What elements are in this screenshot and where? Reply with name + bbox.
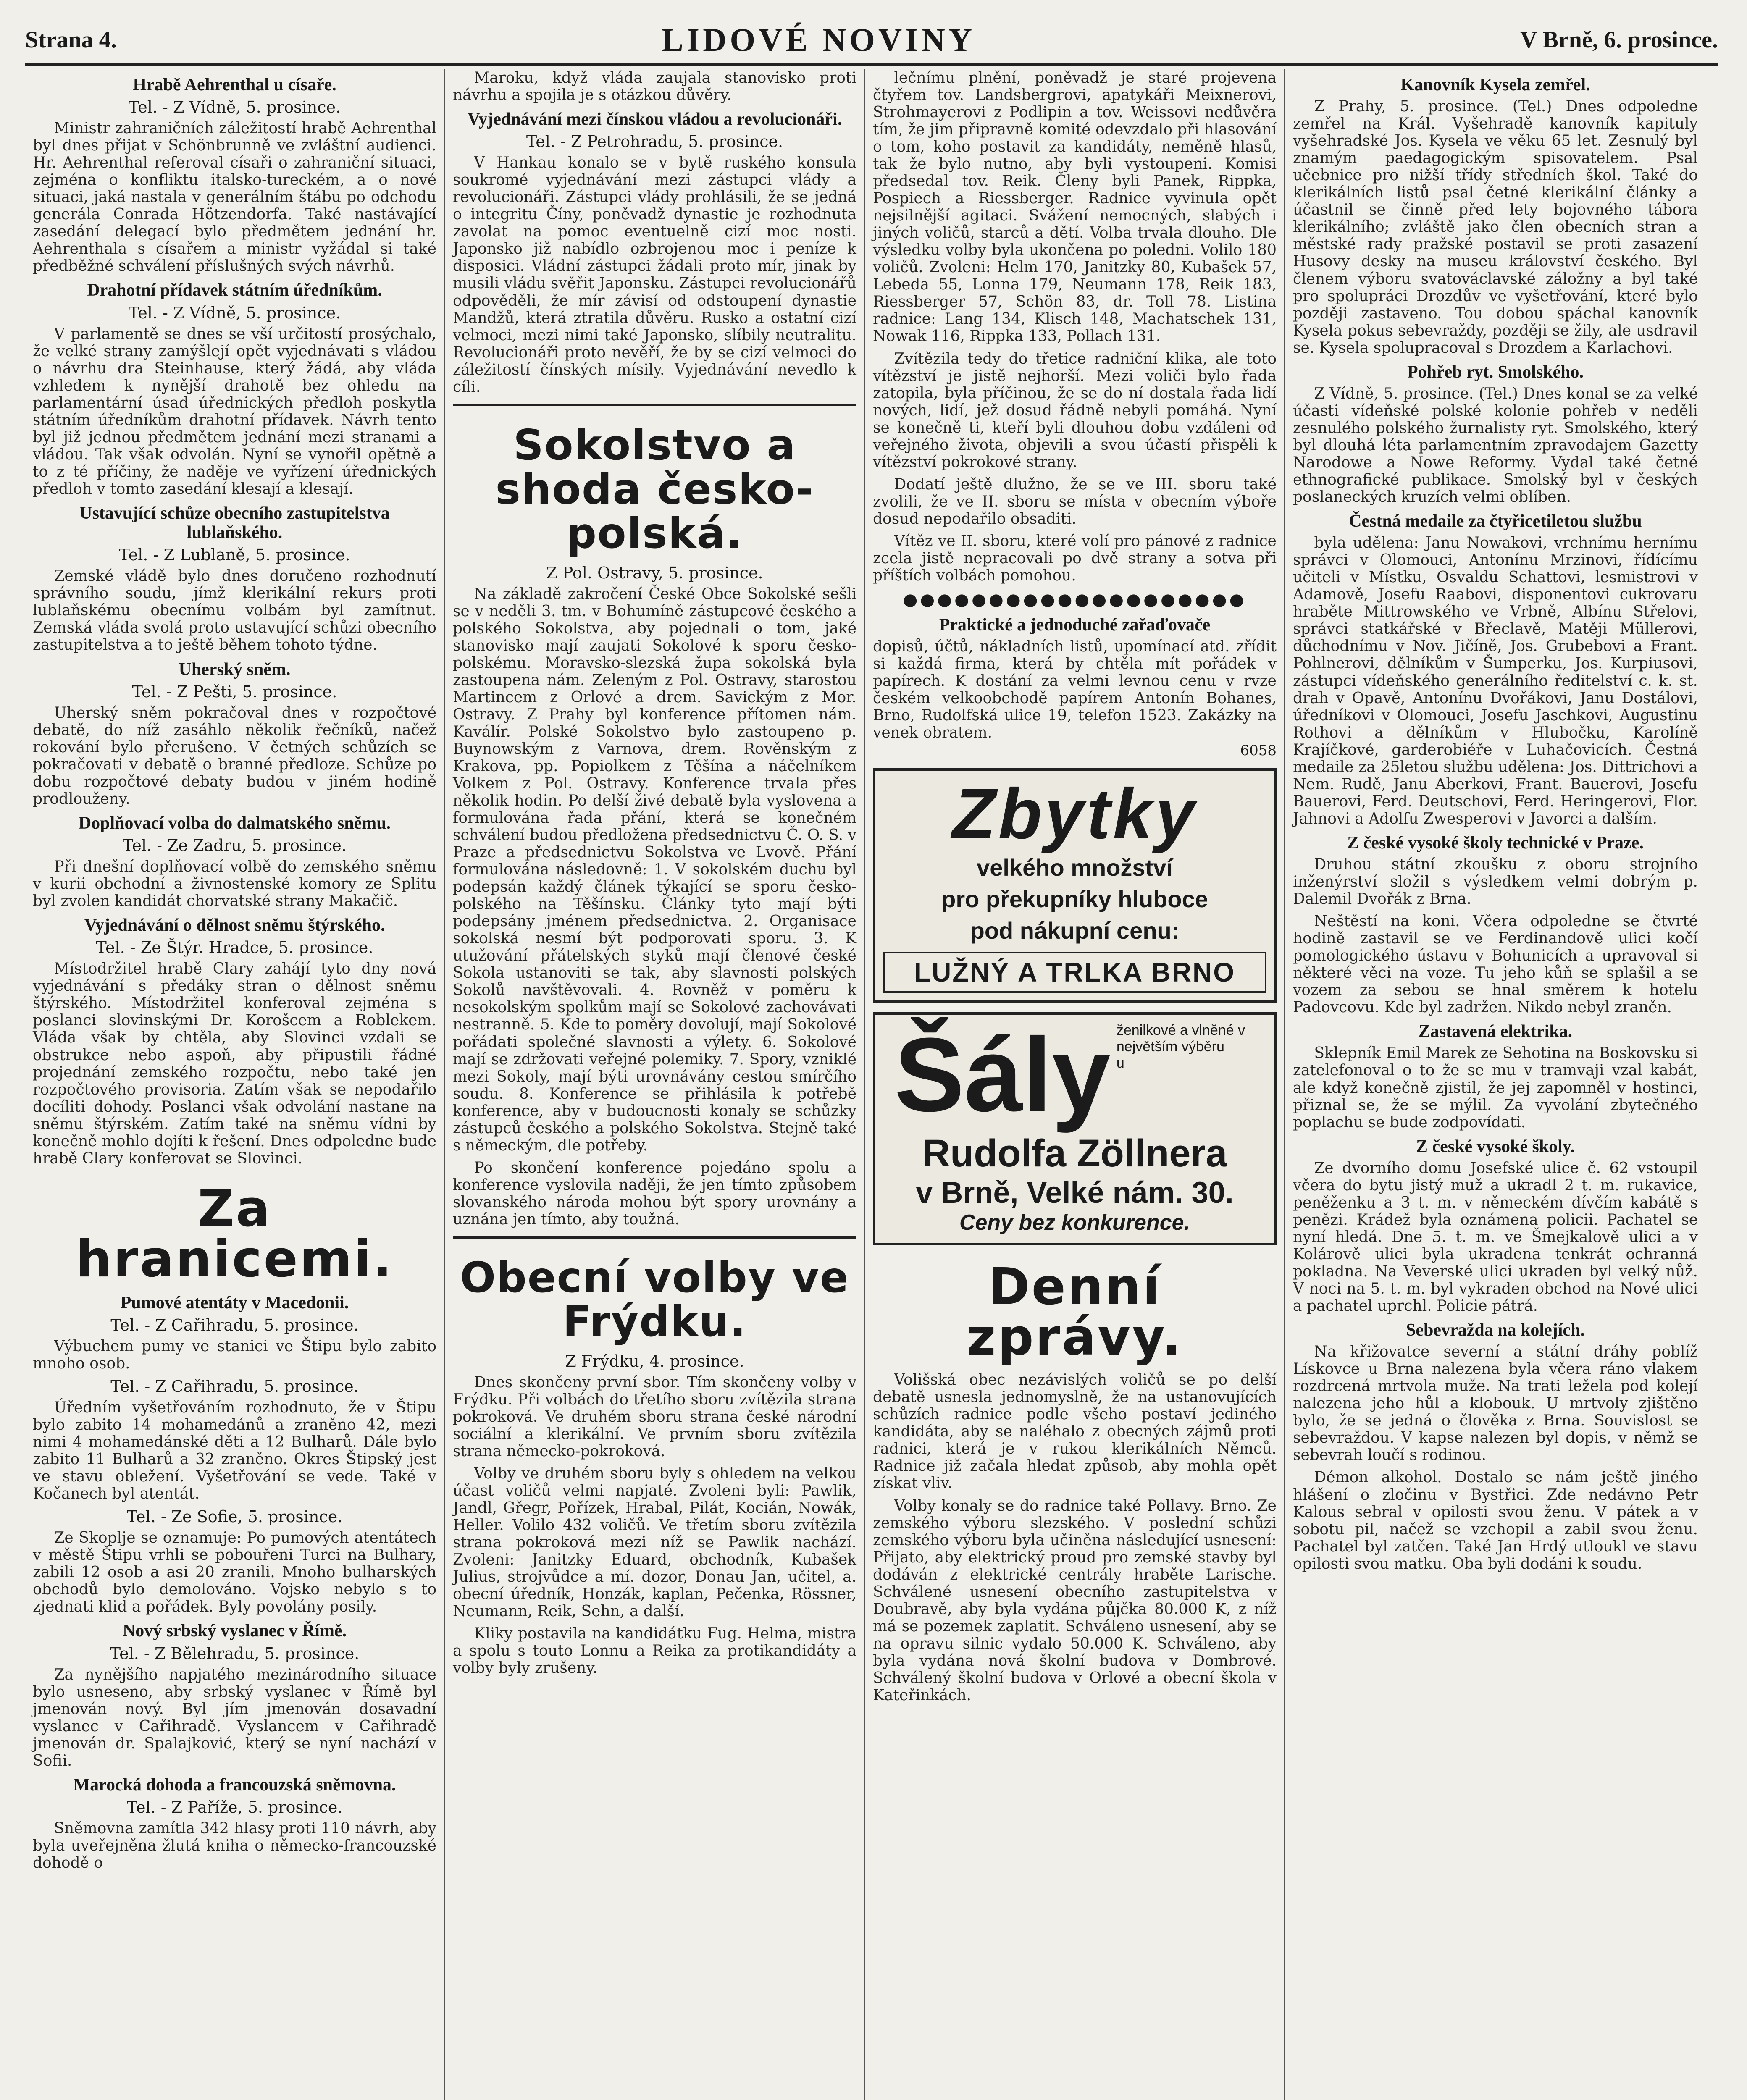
article-paragraph: Vítěz ve II. sboru, které volí pro pánové z radnice zcela jistě nepracovali po dvě strany a sotva při příštích volbách pomohou. bbox=[873, 532, 1277, 584]
headline: Pohřeb ryt. Smolského. bbox=[1407, 362, 1584, 382]
article-paragraph: Neštěstí na koni. Včera odpoledne se čtvrté hodině zastavil se ve Ferdinandově ulici kočí pomologického ústavu v Bohunicích a upravoval si některé věci na voze. Tu jeho kůň se splašil a se vozem za sebou se hnal směrem k hotelu Padovcovu. Kde byl zadržen. Nikdo nebyl zraněn. bbox=[1293, 913, 1698, 1016]
article-paragraph: V Hankau konalo se v bytě ruského konsula soukromé vyjednávání mezi zástupci vlády a revolucionáři. Zástupci vlády prohlásili, že se jedná o integritu Číny, poněvadž dynastie je rozhodnuta zavolat na pomoc eventuelně cizí moc nosti. Japonsko již nabídlo ozbrojenou moc i peníze k disposici. Vládní zástupci žádali proto mír, jinak by musili vládu svěřit Japonsku. Zástupci revolucionářů odpověděli, že mír závisí od odstoupení dynastie Mandžů, která ztratila důvěru. Rusko a ostatní cizí velmoci, mezi nimi také Japonsko, slíbily neutralitu. Revolucionáři proto nevěří, že by se cizí velmoci do záležitostí čínských mísily. Vyjednávání nevedlo k cíli. bbox=[453, 154, 856, 396]
headline: Drahotní přídavek státním úředníkům. bbox=[87, 281, 382, 300]
article-paragraph: Úředním vyšetřováním rozhodnuto, že v Štipu bylo zabito 14 mohamedánů a zraněno 42, mezi nimi 4 mohamedánské děti a 12 Bulharů. Dále bylo zabito 11 Bulharů a 32 zraněno. Okres Štipský jest ve stavu obležení. Vyšetřování se vede. Také v Kočanech byl atentát. bbox=[33, 1399, 436, 1503]
ornament-dots: ●●●●●●●●●●●●●●●●●●●● bbox=[903, 590, 1247, 609]
dateline: Tel. - Ze Štýr. Hradce, 5. prosince. bbox=[96, 938, 373, 957]
article-paragraph: Zemské vládě bylo dnes doručeno rozhodnutí správního soudu, jímž klerikální rekurs proti lublaňskému obecnímu volbám byl zamítnut. Zemská vláda svolá proto ustavující schůzi obecního zastupitelstva a to ještě během tohoto týdne. bbox=[33, 567, 436, 654]
headline: Čestná medaile za čtyřicetiletou službu bbox=[1349, 512, 1642, 531]
headline: Marocká dohoda a francouzská sněmovna. bbox=[73, 1775, 396, 1795]
article-paragraph: Ze Skoplje se oznamuje: Po pumových atentátech v městě Štipu vrhli se pobouřeni Turci na Bulhary, zabili 12 osob a asi 20 zranili. Mnoho bulharských obchodů bylo demolováno. Vojsko nebylo s to zjednati klid a pořádek. Byly povolány posily. bbox=[33, 1529, 436, 1616]
dateline: Tel. - Ze Sofie, 5. prosince. bbox=[126, 1507, 343, 1526]
issue-date: V Brně, 6. prosince. bbox=[1520, 27, 1718, 53]
headline: Z české vysoké školy. bbox=[1416, 1137, 1575, 1156]
article-paragraph: Výbuchem pumy ve stanici ve Štipu bylo zabito mnoho osob. bbox=[33, 1337, 436, 1372]
dateline: Tel. - Ze Zadru, 5. prosince. bbox=[123, 836, 347, 855]
article-paragraph: Kliky postavila na kandidátku Fug. Helma, mistra a spolu s touto Lonnu a Reika za protikandidáty a volby byly zrušeny. bbox=[453, 1625, 856, 1677]
article-paragraph: Maroku, když vláda zaujala stanovisko proti návrhu a spojila je s otázkou důvěry. bbox=[453, 69, 856, 104]
columns bbox=[25, 69, 1718, 2100]
headline: Hrabě Aehrenthal u císaře. bbox=[133, 75, 336, 94]
headline: Vyjednávání o dělnost sněmu štýrského. bbox=[84, 916, 385, 935]
dateline: Tel. - Z Bělehradu, 5. prosince. bbox=[110, 1644, 360, 1663]
article-paragraph: Při dnešní doplňovací volbě do zemského sněmu v kurii obchodní a živnostenské komory ze Splitu byl zvolen kandidát chorvatské strany Makačič. bbox=[33, 858, 436, 910]
ad-prices: Ceny bez konkurence. bbox=[959, 1210, 1190, 1235]
article-paragraph: Démon alkohol. Dostalo se nám ještě jiného hlášení o zločinu v Bystřici. Zde nedávno Petr Kalous sebral v opilosti svou ženu. V pátek a v sobotu pil, načež se vzchopil a zabil svou ženu. Pachatel byl zatčen. Také Jan Hrdý utloukl ve stavu opilosti svou matku. Oba byli dodáni k soudu. bbox=[1293, 1469, 1698, 1572]
dateline: Z Frýdku, 4. prosince. bbox=[565, 1352, 744, 1370]
ad-side-line: u bbox=[1116, 1055, 1124, 1071]
ad-side-text bbox=[1117, 1022, 1255, 1071]
article-paragraph: Po skončení konference pojedáno spolu a konference vyslovila naději, že jen tímto způsobem slovanského národa mohou být spory urovnány a uznána jen tímto, aby toužná. bbox=[453, 1159, 856, 1228]
article-paragraph: Sklepník Emil Marek ze Sehotina na Boskovsku si zatelefonoval o to že se mu v tramvaji vzal kabát, ale když konečně zjistil, že jej zapomněl v hostinci, přiznal se, že se mýlil. Za vyvolání zbytečného poplachu se bude zodpovídati. bbox=[1293, 1045, 1698, 1131]
article-paragraph: Z Vídně, 5. prosince. (Tel.) Dnes konal se za velké účasti vídeňské polské kolonie pohřeb v neděli zesnulého polského žurnalisty ryt. Smolského, který byl dlouhá léta parlamentním zpravodajem Gazetty Narodowe a Nowe Reformy. Vydal také četné ethnografické publikace. Smolský byl v českých poslaneckých kruzích velmi oblíben. bbox=[1293, 385, 1698, 506]
dateline: Tel. - Z Vídně, 5. prosince. bbox=[128, 98, 341, 117]
section-heading: Obecní volby ve Frýdku. bbox=[460, 1252, 849, 1346]
article-paragraph: Dnes skončeny první sbor. Tím skončeny volby v Frýdku. Při volbách do třetího sboru zvítězila strana pokroková. Ve druhém sboru strana české národní sociální a klerikální. Ve prvním sboru zvítězila strana německo-pokroková. bbox=[453, 1373, 856, 1460]
article-paragraph: Volišská obec nezávislých voličů se po delší debatě usnesla jednomyslně, že na ustanovujících schůzích radnice podle všeho postaví jediného kandidáta, aby se naléhalo z obecných zájmů proti radnici, která je v rukou klerikálních Němců. Radnice již začala hledat způsob, aby mohla opět získat vliv. bbox=[873, 1371, 1277, 1492]
ad-address: v Brně, Velké nám. 30. bbox=[916, 1176, 1234, 1210]
divider bbox=[453, 404, 856, 406]
advertisement-zbytky bbox=[873, 768, 1277, 1003]
column-1 bbox=[25, 69, 445, 2100]
headline: Doplňovací volba do dalmatského sněmu. bbox=[78, 813, 391, 833]
divider bbox=[453, 1236, 856, 1239]
article-paragraph: Volby ve druhém sboru byly s ohledem na velkou účast voličů velmi napjaté. Zvoleni byli: Pawlik, Jandl, Gřegr, Pořízek, Hrabal, Pilát, Kocián, Nowák, Heller. Volilo 432 voličů. Ve třetím sboru zvítězila strana pokroková mezi níž se Pawlik nachází. Zvoleni: Janitzky Eduard, obchodník, Kubašek Julius, strojvůdce a mí. dozor, Donau Jan, učitel, a. obecní úředník, Honzák, kaplan, Pečenka, Rössner, Neumann, Reik, Sehn, a další. bbox=[453, 1465, 856, 1620]
ad-firm: LUŽNÝ A TRLKA BRNO bbox=[883, 952, 1266, 993]
dateline: Tel. - Z Pešti, 5. prosince. bbox=[132, 682, 337, 701]
article-paragraph: Sněmovna zamítla 342 hlasy proti 110 návrh, aby byla uveřejněna žlutá kniha o německo-francouzské dohodě o bbox=[33, 1819, 436, 1872]
dateline: Tel. - Z Cařihradu, 5. prosince. bbox=[110, 1315, 359, 1334]
page-number: Strana 4. bbox=[25, 27, 117, 53]
masthead bbox=[25, 17, 1718, 66]
article-paragraph: Zvítězila tedy do třetice radniční klika, ale toto vítězství je jistě nejhorší. Mezi voliči bylo řada zatopila, byla příčinou, že se do ní dostala řada lidí nových, lidí, jež dosud řádně nebyli pomáhá. Nyní se konečně ti, kteří byli dlouhou dobu vzdáleni od veřejného života, objevili a svou účastí přispěli k vítězství pokrokové strany. bbox=[873, 350, 1277, 471]
article-paragraph: Za nynějšího napjatého mezinárodního situace bylo usneseno, aby srbský vyslanec v Římě byl jmenován nový. Byl jím jmenován dosavadní vyslanec v Cařihradě. Vyslancem v Cařihradě jmenován dr. Spalajković, který se nyní nachází v Sofii. bbox=[33, 1666, 436, 1769]
ad-side-line: ženilkové a vlněné v největším výběru bbox=[1116, 1022, 1245, 1055]
article-paragraph: Dodatí ještě dlužno, že se ve III. sboru také zvolili, že ve II. sboru se místa v obecním výboře dosud nepodařilo obsaditi. bbox=[873, 475, 1277, 528]
newspaper-title: LIDOVÉ NOVINY bbox=[661, 21, 976, 58]
article-paragraph: byla udělena: Janu Nowakovi, vrchnímu hernímu správci v Olomouci, Antonínu Mrzinovi, řídícímu učiteli v Místku, Osvaldu Schattovi, lesmistrovi v Adamově, Josefu Raabovi, disponentovi cukrovaru hraběte Mittrowského ve Vrbně, Albínu Střelovi, správci statkářské v Břeclavě, Matěji Müllerovi, důchodnímu v Nov. Jičíně, Jos. Grubebovi a Frant. Pohlnerovi, dělníkům v Šumperku, Jos. Kurpiusovi, zástupci vídeňského generálního ředitelství c. k. st. drah v Opavě, Antonínu Dvořákovi, Janu Dostálovi, úředníkovi v Olomouci, Josefu Jaschkovi, Augustinu Rothovi a dělníkům v Hlubočku, Karolíně Krajíčkové, garderobiéře v Luhačovicích. Čestná medaile za 25letou službu udělena: Jos. Dittrichovi a Nem. Rudě, Janu Aberkovi, Frant. Bauerovi, Josefu Bauerovi, Ferd. Deutschovi, Ferd. Heringerovi, Flor. Jahnovi a Adolfu Zwesperovi v Javorci a dalším. bbox=[1293, 534, 1698, 827]
article-paragraph: Druhou státní zkoušku z oboru strojního inženýrství složil s výsledkem velmi dobrým p. Dalemil Dvořák z Brna. bbox=[1293, 856, 1698, 908]
dateline: Tel. - Z Paříže, 5. prosince. bbox=[126, 1798, 343, 1816]
section-heading: Za hranicemi. bbox=[76, 1179, 394, 1289]
dateline: Z Pol. Ostravy, 5. prosince. bbox=[546, 563, 763, 582]
ad-title: Zbytky bbox=[952, 774, 1198, 854]
article-paragraph: Uherský sněm pokračoval dnes v rozpočtové debatě, do níž zasáhlo několik řečníků, načež rokování bylo přerušeno. V četných schůzích se pokračovati v debatě o branné předloze. Schůze po dobu rozpočtové debaty budou v jiném hodině prodlouženy. bbox=[33, 704, 436, 808]
article-paragraph: Ze dvorního domu Josefské ulice č. 62 vstoupil včera do bytu jistý muž a ukradl 2 t. m. rukavice, peněženku a 3 t. m. v německém dívčím kabátě s penězi. Krádež byla oznámena policii. Pachatel se nyní hledá. Dne 5. t. m. ve Šmejkalově ulici a v Kolárově ulici byla ukradena tenkrát ochranná pokladna. Na Veverské ulici ukraden byl velký nůž. V noci na 5. t. m. byl vykraden obchod na Nové ulici a pachatel uprchl. Policie pátrá. bbox=[1293, 1159, 1698, 1315]
dateline: Tel. - Z Petrohradu, 5. prosince. bbox=[526, 132, 783, 151]
column-2 bbox=[445, 69, 865, 2100]
article-paragraph: Ministr zahraničních záležitostí hrabě Aehrenthal byl dnes přijat v Schönbrunně ve zvláštní audienci. Hr. Aehrenthal referoval císaři o zahraniční situaci, zejména o konfliktu italsko-tureckém, a o nové situaci, jaká nastala v generálním štábu po odchodu generála Conrada Hötzendorfa. Také nastávající zasedání delegací bylo předmětem jednání hr. Aehrenthala s císařem a ministr vyžádal si také předběžné schválení příslušných svých návrhů. bbox=[33, 120, 436, 275]
dateline: Tel. - Z Lublaně, 5. prosince. bbox=[119, 546, 350, 564]
column-4 bbox=[1285, 69, 1705, 2100]
ad-text: dopisů, účtů, nákladních listů, upomínací atd. zřídit si každá firma, která by chtěla mít pořádek v papírech. K dostání za velmi levnou cenu v rvze českém velkoobchodě papírem Antonín Bohanes, Brno, Rudolfská ulice 19, telefon 1523. Zakázky na venek obratem. bbox=[873, 638, 1277, 742]
article-paragraph: Na základě zakročení České Obce Sokolské sešli se v neděli 3. tm. v Bohumíně zástupcové českého a polského Sokolstva, aby pojednali o tom, jaké stanovisko mají zaujati Sokolové k sporu česko-polskému. Moravsko-slezská župa sokolská byla zastoupena nám. Zeleným z Pol. Ostravy, starostou Martincem z Orlové a drem. Savickým z Mor. Ostravy. Z Prahy byl konference přítomen nám. Kaválír. Polské Sokolstvo bylo zastoupeno p. Buynowským z Varnova, drem. Rověnským z Krakova, pp. Popiolkem z Těšína a náčelníkem Volkem z Pol. Ostravy. Konference trvala přes několik hodin. Po delší živé debatě byla vyslovena a formulována řada přání, která se konečném schválení budou předložena předsednictvu Č. O. S. v Praze a předsednictvu Sokolstva ve Lvově. Přání formulována následovně: 1. V sokolském duchu byl podepsán každý článek týkající se sporu česko-polského na Těšínsku. Články tyto mají býti podepsány jménem předsednictva. 2. Organisace sokolská nesmí být podporovati sporu. 3. K utužování přátelských styků mají členové české Sokola ustanoviti se tak, aby slavnosti polských Sokolů navštěvovali. 4. Rovněž v poměru k nesokolským spolkům mají se Sokolové zachovávati nestranně. 5. Kde to poměry dovolují, mají Sokolové pořádati společné slavnosti a výlety. 6. Sokolové mají se zdržovati veřejné polemiky. 7. Spory, vzniklé mezi Sokoly, mají býti urovnávány cestou smírčího soudu. 8. Konference se přihlásila k potřebě konference, aby v budoucnosti konaly se schůzky zástupců českého a polského Sokolstva. Stejně také s německým, dle potřeby. bbox=[453, 585, 856, 1154]
article-paragraph: Místodržitel hrabě Clary zahájí tyto dny nová vyjednávání s předáky stran o dělnost sněmu štýrského. Místodržitel konferoval zejména s poslanci slovinskými Dr. Korošcem a Roblekem. Vláda však by chtěla, aby Slovinci vzdali se obstrukce nebo aspoň, aby připustili řádné projednání zemského rozpočtu, nebo také jen rozpočtového provisoria. Zatím však se nepodařilo docíliti dohody. Poslanci však odvolání nastane na sněmu štýrském. Zatím také na sněmu vídni by konečně mohlo dojíti k řešení. Dnes odpoledne bude hrabě Clary konferovat se Slovinci. bbox=[33, 960, 436, 1167]
classified-ad bbox=[873, 615, 1277, 759]
advertisement-saly bbox=[873, 1012, 1277, 1245]
article-paragraph: lečnímu plnění, poněvadž je staré projevena čtyřem tov. Landsbergrovi, apatykáři Meixnerovi, Strohmayerovi z Podlipin a tov. Weissovi nedůvěra tím, že jim připravně komité odevzdalo při hlasování o tom, koho postavit za kandidáty, neměně hlasů, tak že bylo nutno, aby byli vystoupeni. Komisi předsedal tov. Reik. Členy byli Panek, Rippka, Pospiech a Riessberger. Radnice vyvinula opět nejsilnější agitaci. Svážení nemocných, slabých i jiných voličů, starců a dětí. Volba trvala dlouho. Dle výsledku volby byla ukončena po poledni. Volilo 180 voličů. Zvoleni: Helm 170, Janitzky 80, Kubašek 57, Lebeda 55, Lonna 179, Neumann 178, Reik 183, Riessberger 57, Schön 83, dr. Toll 78. Listina radnice: Lang 134, Klisch 148, Machatschek 131, Nowak 116, Rippka 133, Pollach 131. bbox=[873, 69, 1277, 345]
section-heading: Denní zprávy. bbox=[967, 1258, 1183, 1367]
ad-line: pod nákupní cenu: bbox=[970, 917, 1180, 944]
dateline: Tel. - Z Cařihradu, 5. prosince. bbox=[110, 1377, 359, 1396]
article-paragraph: Z Prahy, 5. prosince. (Tel.) Dnes odpoledne zemřel na Král. Vyšehradě kanovník kapituly vyšehradské Jos. Kysela ve věku 65 let. Zesnulý byl znamým paedagogickým spisovatelem. Psal učebnice pro nižší třídy středních škol. Také do klerikálních listů psal četné klerikální články a účastnil se činně před lety bojovného tábora klerikálního; zvláště jako člen obecních stran a městské rady pražské postavil se proti zasazení Husovy desky na museu království českého. Byl členem výboru svatováclavské záložny a byl také pro spolupráci Drozdův ve vyšetřování, které bylo později zastaveno. Tou dobou spáchal kanovník Kysela pokus sebevraždy, později se žily, ale usdravil se. Kysela spolupracoval s Drozdem a Karlachovi. bbox=[1293, 98, 1698, 357]
article-paragraph: Volby konaly se do radnice také Pollavy. Brno. Ze zemského výboru slezského. V poslední schůzi zemského výboru byla učiněna následující usnesení: Přijato, aby elektrický proud pro zemské stavby byl dodáván z elektrické centrály hraběte Larische. Schválené usnesení obecního zastupitelstva v Doubravě, aby byla vydána půjčka 80.000 K, z níž má se pozemek zaplatit. Schváleno usnesení, aby se na opravu silnic vydalo 50.000 K. Schváleno, aby byla vydána nová školní budova v Dombrové. Schválený školní budova v Orlové a obecní škola v Kateřinkách. bbox=[873, 1497, 1277, 1704]
headline: Nový srbský vyslanec v Římě. bbox=[122, 1621, 347, 1641]
headline: Uherský sněm. bbox=[179, 659, 291, 679]
ad-title: Šály bbox=[894, 1016, 1111, 1134]
dateline: Tel. - Z Vídně, 5. prosince. bbox=[128, 303, 341, 322]
ad-headline: Praktické a jednoduché zařaďovače bbox=[939, 615, 1211, 635]
ad-number: 6058 bbox=[1240, 742, 1277, 759]
headline: Kanovník Kysela zemřel. bbox=[1400, 75, 1590, 94]
headline: Zastavená elektrika. bbox=[1418, 1022, 1573, 1042]
ad-firm: Rudolfa Zöllnera bbox=[922, 1132, 1227, 1175]
headline: Pumové atentáty v Macedonii. bbox=[120, 1293, 349, 1312]
headline: Ustavující schůze obecního zastupitelstva lublaňského. bbox=[79, 503, 390, 543]
section-heading: Sokolstvo a shoda česko-polská. bbox=[495, 420, 814, 558]
headline: Vyjednávání mezi čínskou vládou a revolucionáři. bbox=[467, 110, 842, 129]
headline: Sebevražda na kolejích. bbox=[1406, 1320, 1585, 1340]
article-paragraph: Na křižovatce severní a státní dráhy poblíž Lískovce u Brna nalezena byla včera ráno vlakem rozdrcená mrtvola muže. Na trati ležela pod kolejí nalezena jeho hůl a klobouk. U mrtvoly zjištěno bylo, že se jedná o člověka z Brna. Souvislost se sebevraždou. V kapse nalezen byl dopis, v němž se sebevrah loučí s rodinou. bbox=[1293, 1343, 1698, 1464]
ad-line: velkého množství bbox=[977, 854, 1173, 881]
headline: Z české vysoké školy technické v Praze. bbox=[1347, 833, 1644, 853]
column-3 bbox=[865, 69, 1285, 2100]
article-paragraph: V parlamentě se dnes se vší určitostí prosýchalo, že velké strany zamýšlejí opět vyjednávati s vládou o návrhu dra Steinhause, který žádá, aby vláda vzhledem k nynější drahotě bez ohledu na parlamentární úsad úřednických předloh poskytla státním úředníkům drahotní přídavek. Návrh tento byl již jednou předmětem jednání mezi stranami a vládou. Tak však odvolán. Nyní se vynořil opětně a to z té příčiny, že naděje ve vyřízení úřednických předloh v tomto zasedání klesají a klesají. bbox=[33, 325, 436, 498]
newspaper-page bbox=[25, 17, 1718, 2100]
ad-line: pro překupníky hluboce bbox=[941, 886, 1208, 913]
